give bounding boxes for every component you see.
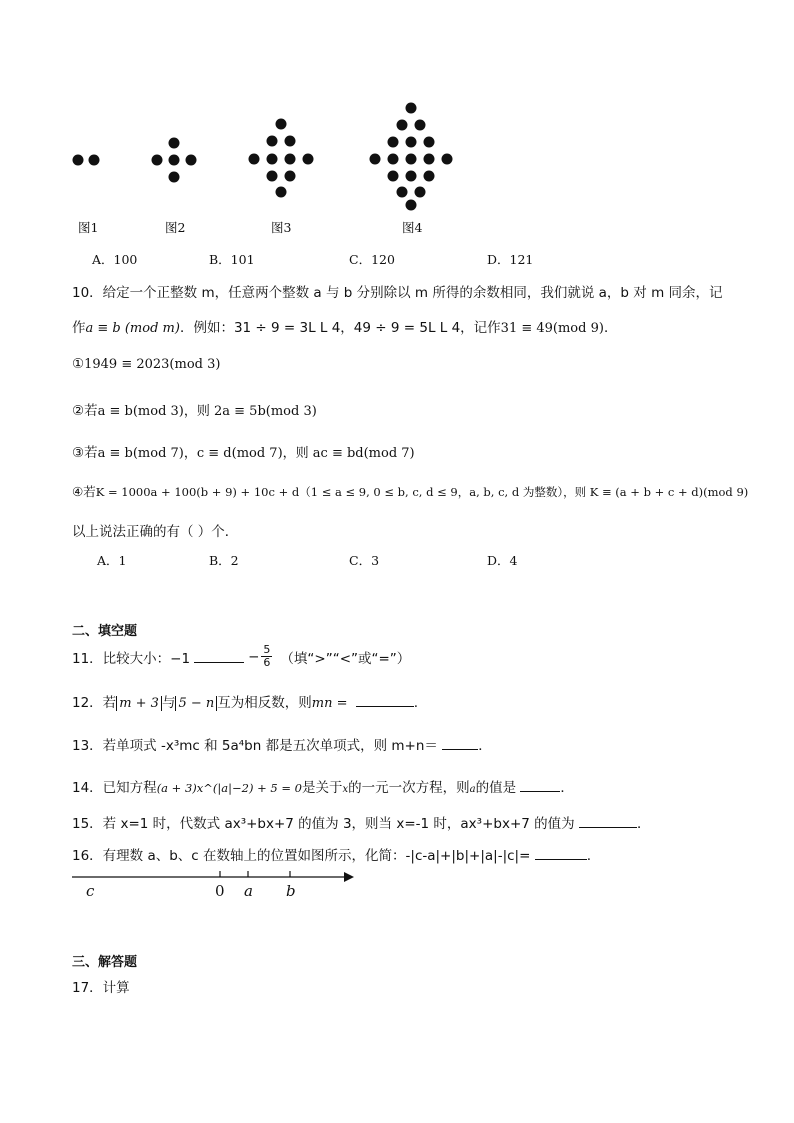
q16-answer-blank[interactable] [535, 847, 587, 860]
q12: 12．若 m + 3 与 5 − n 互为相反数，则mn = . [72, 695, 419, 711]
section-title-solve: 三、解答题 [72, 955, 138, 970]
q10-option-b: B．2 [209, 553, 239, 568]
figure-label-1: 图1 [78, 220, 99, 235]
q17: 17．计算 [72, 980, 130, 996]
figure-label-2: 图2 [165, 220, 186, 235]
numberline-label-b: b [286, 882, 296, 900]
q13: 13．若单项式 -x³mc 和 5a⁴bn 都是五次单项式，则 m+n＝ ． [72, 738, 492, 754]
section-title-fill-in: 二、填空题 [72, 624, 138, 639]
q10-question: 以上说法正确的有（ ）个． [72, 524, 239, 540]
q9-option-c: C．120 [349, 252, 395, 267]
q10-option-d: D．4 [487, 553, 518, 568]
q10-statement-1: ①1949 ≡ 2023(mod 3) [72, 356, 221, 372]
q11: 11．比较大小：−1 − $\frac{5}{6}$ （填“>”“<”或“=”） [72, 643, 411, 669]
q10-option-a: A．1 [97, 553, 127, 568]
figure-2 [152, 138, 197, 183]
q15: 15．若 x=1 时，代数式 ax³+bx+7 的值为 3，则当 x=-1 时，ax³+bx+7 的值为 ． [72, 816, 651, 832]
q10-stem-line2: 作a ≡ b (mod m)．例如：31 ÷ 9 = 3L L 4，49 ÷ 9 = 5L L 4，记作31 ≡ 49(mod 9)． [72, 320, 618, 336]
q9-option-b: B．101 [209, 252, 255, 267]
figure-3 [249, 119, 314, 198]
figure-label-4: 图4 [402, 220, 423, 235]
numberline-label-0: 0 [215, 882, 225, 900]
figure-label-3: 图3 [271, 220, 292, 235]
q9-option-d: D．121 [487, 252, 534, 267]
q9-option-a: A．100 [92, 252, 138, 267]
q14: 14．已知方程(a + 3)x^(|a|−2) + 5 = 0是关于x的一元一次方程，则a的值是 ． [72, 780, 574, 796]
q13-answer-blank[interactable] [442, 737, 478, 750]
fraction-5-6: $\frac{5}{6}$ [263, 643, 271, 669]
figure-4 [370, 103, 453, 211]
q10-stem-line1: 10．给定一个正整数 m，任意两个整数 a 与 b 分别除以 m 所得的余数相同，我们就说 a，b 对 m 同余，记 [72, 285, 723, 301]
q16: 16．有理数 a、b、c 在数轴上的位置如图所示，化简：-|c-a|+|b|+|a|-|c|= . [72, 848, 592, 864]
figure-1 [73, 155, 100, 166]
numberline-label-a: a [244, 882, 253, 900]
q10-statement-3: ③若a ≡ b(mod 7)，c ≡ d(mod 7)，则 ac ≡ bd(mod 7) [72, 445, 415, 461]
q10-statement-2: ②若a ≡ b(mod 3)，则 2a ≡ 5b(mod 3) [72, 403, 317, 419]
q15-answer-blank[interactable] [579, 815, 637, 828]
number-line [72, 871, 354, 882]
numberline-label-c: c [86, 882, 95, 900]
q11-answer-blank[interactable] [194, 650, 244, 663]
q10-statement-4: ④若K = 1000a + 100(b + 9) + 10c + d（1 ≤ a ≤ 9, 0 ≤ b, c, d ≤ 9，a, b, c, d 为整数），则 K ≡ (a + b + c + d)(mod 9) [72, 484, 749, 499]
q10-option-c: C．3 [349, 553, 380, 568]
q12-answer-blank[interactable] [356, 694, 414, 707]
q14-answer-blank[interactable] [520, 779, 560, 792]
